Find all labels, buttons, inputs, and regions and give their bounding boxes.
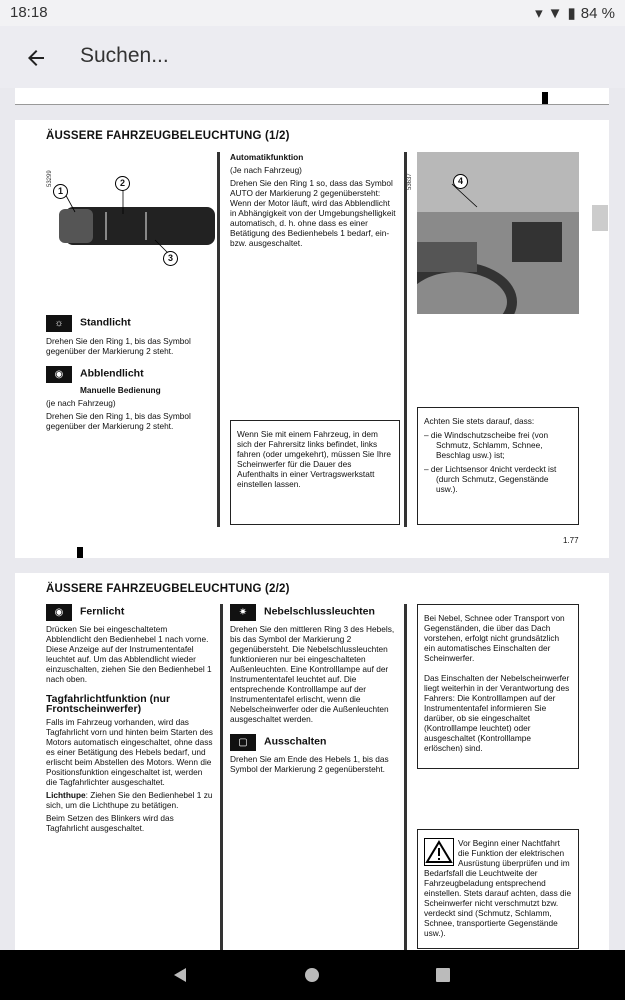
nebel-text: Drehen Sie den mittleren Ring 3 des Hebels, bis das Symbol der Markierung 2 gegenübersteht. Die Nebelschlussleuchten funktionieren nur bei eingeschalteten Außenleuchten. Eine Kontrolllampe auf der Instrumententafel leuchtet auf. Die entsprechende Kontrolllampe auf der Instrumententafel erlischt, wenn die Nebelscheinwerfer oder die Außenleuchten ausgeschaltet werden. [230,624,395,724]
abblendlicht-heading: Abblendlicht [80,367,144,380]
dashboard-photo-icon [417,152,579,314]
lichthupe-label: Lichthupe [46,790,86,800]
left-column [46,315,211,434]
manual-page-1 [15,120,609,558]
sensor-box-intro: Achten Sie stets darauf, dass: [424,416,535,426]
abblendlicht-subheading: Manuelle Bedienung [80,385,161,395]
navigation-bar [0,950,625,1000]
battery-level: 84 % [580,4,615,22]
document-viewer[interactable] [0,88,625,950]
image-code-2: 53637 [407,173,413,190]
wifi-icon: ▼ [547,4,563,22]
callout-4: 4 [453,174,468,189]
standlicht-heading: Standlicht [80,316,131,329]
page-marker [542,92,548,104]
back-nav-icon[interactable] [172,967,188,983]
tagfahr-text: Falls im Fahrzeug vorhanden, wird das Tagfahrlicht vorn und hinten beim Starten des Motors automatisch eingeschaltet, ohne dass es einer Betätigung des Hebels bedarf, und erlischt beim Abstellen des Motors. Wenn die Positionsfunktion eingeschaltet ist, werden die Tagfahrlichter ausgeschaltet. [46,717,213,787]
warning-box [417,829,579,949]
status-icons [535,4,615,22]
automatik-text: Drehen Sie den Ring 1 so, dass das Symbol AUTO der Markierung 2 gegenübersteht: Wenn der Motor läuft, wird das Abblendlicht in Abhängigkeit von der Umgebungshelligkeit automatisch, d. h. ohne dass es einer Betätigung des Bedienhebels 1 bedarf, ein- bzw. ausgeschaltet. [230,178,396,248]
lichthupe-text: : Ziehen Sie den Bedienhebel 1 zu sich, um die Lichthupe zu betätigen. [46,790,213,810]
high-beam-icon: ◉ [46,604,72,621]
info-box-left-driving: Wenn Sie mit einem Fahrzeug, in dem sich der Fahrersitz links befindet, links fahren (oder umgekehrt), müssen Sie Ihre Scheinwerfer für die Dauer des Aufenthalts in einer Vertragswerkstatt einstellen lassen. [230,420,400,525]
status-time: 18:18 [10,4,48,21]
battery-icon: ▮ [567,5,576,22]
blinker-text: Beim Setzen des Blinkers wird das Tagfahrlicht ausgeschaltet. [46,813,174,833]
warning-icon [424,838,454,866]
page-title-2: ÄUSSERE FAHRZEUGBELEUCHTUNG (2/2) [46,583,290,595]
ausschalten-heading: Ausschalten [264,735,327,748]
recents-nav-icon[interactable] [435,967,451,983]
automatik-heading: Automatikfunktion [230,152,304,162]
left-column-2 [46,604,214,836]
callout-2: 2 [115,176,130,191]
standlicht-text: Drehen Sie den Ring 1, bis das Symbol gegenüber der Markierung 2 steht. [46,336,191,356]
info-box-fog: Bei Nebel, Schnee oder Transport von Gegenständen, die über das Dach vorstehen, erfolgt nicht grundsätzlich ein automatisches Einschalten der Scheinwerfer. Das Einschalten der Nebelscheinwerfer liegt weiterhin in der Verantwortung des Fahrers: Die Kontrolllampen auf der Instrumententafel informieren Sie darüber, ob sie eingeschaltet (Kontrolllampe leuchtet) oder ausgeschaltet (Kontrolllampe erlöschen) sind. [417,604,579,769]
back-arrow-icon[interactable] [24,46,48,70]
fernlicht-heading: Fernlicht [80,605,125,618]
info-box-sensor: Achten Sie stets darauf, dass: – die Windschutzscheibe frei (von Schmutz, Schlamm, Schnee, Beschlag usw.) ist; – der Lichtsensor 4nicht verdeckt ist (durch Schmutz, Gegenstände usw.). [417,407,579,525]
ausschalten-text: Drehen Sie am Ende des Hebels 1, bis das Symbol der Markierung 2 gegenübersteht. [230,754,389,774]
previous-page-tail [15,88,609,105]
callout-3: 3 [163,251,178,266]
manual-page-2 [15,573,609,950]
callout-1: 1 [53,184,68,199]
status-bar [0,0,625,26]
parking-light-icon: ☼ [46,315,72,332]
signal-icon: ▾ [535,5,543,22]
image-code: 53299 [47,170,53,187]
lever-illustration [45,152,220,307]
abblendlicht-text: Drehen Sie den Ring 1, bis das Symbol gegenüber der Markierung 2 steht. [46,411,191,431]
page-side-tab [592,205,608,231]
nebel-heading: Nebelschlussleuchten [264,605,375,618]
off-icon: ▢ [230,734,256,751]
sensor-box-item-2: der Lichtsensor 4nicht verdeckt ist (durch Schmutz, Gegenstände usw.). [430,464,557,494]
sensor-box-item-1: die Windschutzscheibe frei (von Schmutz, Schlamm, Schnee, Beschlag usw.) ist; [430,430,549,460]
low-beam-icon: ◉ [46,366,72,383]
abblendlicht-note: (je nach Fahrzeug) [46,398,116,408]
dashboard-photo [417,152,579,314]
fog-light-icon: ✷ [230,604,256,621]
automatik-note: (Je nach Fahrzeug) [230,165,302,175]
search-field[interactable]: Suchen... [80,44,169,67]
home-nav-icon[interactable] [304,967,320,983]
page-marker-bottom [77,547,83,558]
app-bar [0,26,625,88]
headlight-lever-icon [45,152,220,307]
page-number: 1.77 [563,536,579,545]
page-title: ÄUSSERE FAHRZEUGBELEUCHTUNG (1/2) [46,130,290,142]
middle-column-2 [230,604,395,777]
warning-text: Vor Beginn einer Nachtfahrt die Funktion der elektrischen Ausrüstung überprüfen und im Bedarfsfall die Leuchtweite der Fahrzeugbeladung entsprechend einstellen. Stets darauf achten, dass die Scheinwerfer nicht verschmutzt bzw. verdeckt sind (Schmutz, Schlamm, Schnee, transportierte Gegenstände usw.). [424,838,572,938]
middle-column [230,152,398,251]
tagfahr-heading: Tagfahrlichtfunktion (nur Frontscheinwerfer) [46,693,171,715]
fernlicht-text: Drücken Sie bei eingeschaltetem Abblendlicht den Bedienhebel 1 nach vorne. Diese Anzeige auf der Instrumententafel leuchtet auf. Um das Abblendlicht wieder einzuschalten, ziehen Sie den Bedienhebel 1 nach oben. [46,624,212,684]
